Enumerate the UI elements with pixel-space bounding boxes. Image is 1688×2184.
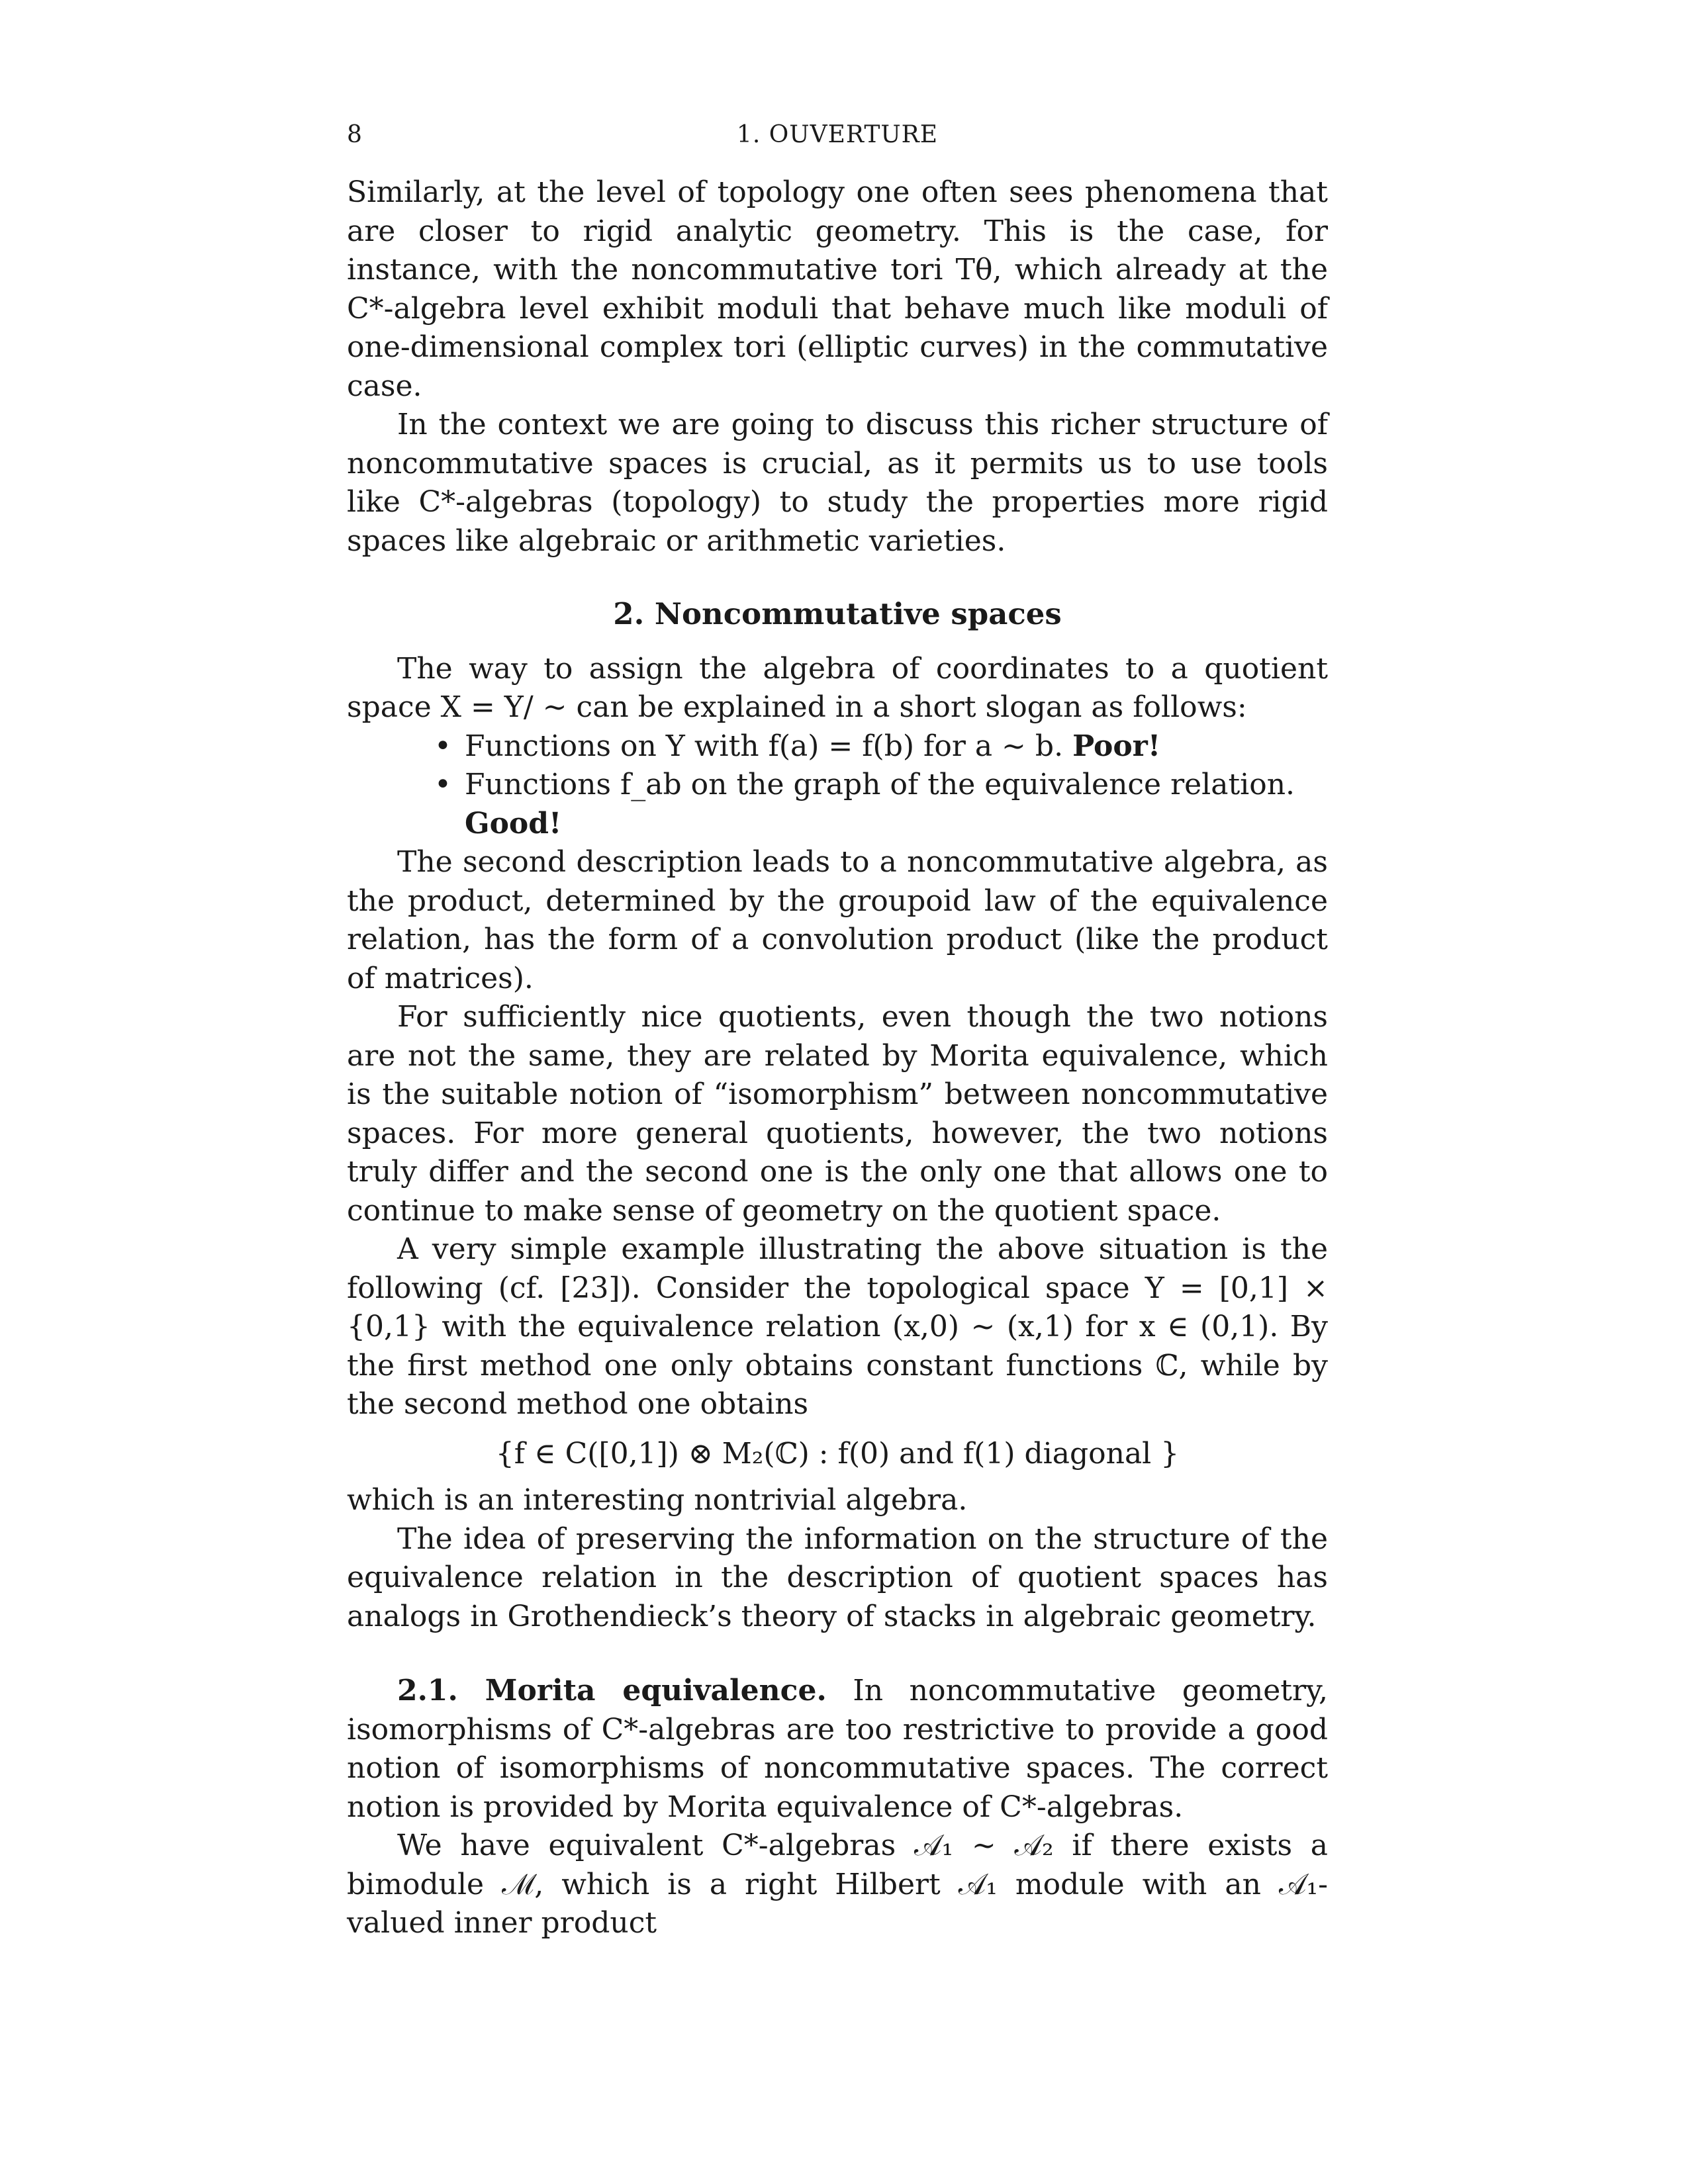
list-item <box>434 766 1328 843</box>
section-paragraph-3: For sufficiently nice quotients, even though the two notions are not the same, they are related by Morita equivalence, which is the suitable notion of “isomorphism” between noncommutative spaces. For more general quotients, however, the two notions truly differ and the second one is the only one that allows one to continue to make sense of geometry on the quotient space. <box>347 1000 1328 1228</box>
bullet-icon: • <box>434 729 451 763</box>
page-header <box>347 119 1328 151</box>
section-paragraph-1: The way to assign the algebra of coordinates to a quotient space X = Y/ ∼ can be explained in a short slogan as follows: <box>347 651 1328 724</box>
list-item-verdict: Poor! <box>1072 729 1161 763</box>
subsection-paragraph-1 <box>347 1672 1328 1827</box>
subsection-text: In noncommutative geometry, isomorphisms of C*-algebras are too restrictive to provide a good notion of isomorphisms of noncommutative spaces. The correct notion is provided by Morita equivalence of C*-algebras. <box>347 1674 1328 1824</box>
bullet-icon: • <box>434 768 451 801</box>
list-item-text: Functions f_ab on the graph of the equivalence relation. <box>465 768 1295 801</box>
section-paragraph-6: The idea of preserving the information on the structure of the equivalence relation in the description of quotient spaces has analogs in Grothendieck’s theory of stacks in algebraic geometry. <box>347 1522 1328 1633</box>
section-paragraph-5: which is an interesting nontrivial algebra. <box>347 1483 968 1517</box>
page-body <box>347 173 1328 1943</box>
section-title: 2. Noncommutative spaces <box>613 596 1062 631</box>
list-item <box>434 727 1328 766</box>
intro-paragraph-2: In the context we are going to discuss this richer structure of noncommutative spaces is crucial, as it permits us to use tools like C*-algebras (topology) to study the properties more rigid spaces like algebraic or arithmetic varieties. <box>347 408 1328 558</box>
intro-paragraph-1: Similarly, at the level of topology one often sees phenomena that are closer to rigid analytic geometry. This is the case, for instance, with the noncommutative tori Tθ, which already at the C*-algebra level exhibit moduli that behave much like moduli of one-dimensional complex tori (elliptic curves) in the commutative case. <box>347 175 1328 403</box>
slogan-list <box>347 727 1328 844</box>
section-paragraph-4: A very simple example illustrating the above situation is the following (cf. [23]). Consider the topological space Y = [0,1] × {0,1} with the equivalence relation (x,0) ∼ (x,1) for x ∈ (0,1). By the first method one only obtains constant functions ℂ, while by the second method one obtains <box>347 1232 1328 1421</box>
running-head: 1. OUVERTURE <box>736 121 939 148</box>
list-item-verdict: Good! <box>465 806 562 841</box>
section-paragraph-2: The second description leads to a noncommutative algebra, as the product, determined by the groupoid law of the equivalence relation, has the form of a convolution product (like the product of matrices). <box>347 845 1328 995</box>
list-item-text: Functions on Y with f(a) = f(b) for a ∼ b. <box>465 729 1064 763</box>
page-number: 8 <box>347 121 362 148</box>
subsection-paragraph-2: We have equivalent C*-algebras 𝒜₁ ∼ 𝒜₂ if there exists a bimodule ℳ, which is a right Hilbert 𝒜₁ module with an 𝒜₁-valued inner product <box>347 1829 1328 1940</box>
subsection-title: 2.1. Morita equivalence. <box>397 1674 827 1707</box>
display-equation: {f ∈ C([0,1]) ⊗ M₂(ℂ) : f(0) and f(1) diagonal } <box>495 1436 1180 1471</box>
